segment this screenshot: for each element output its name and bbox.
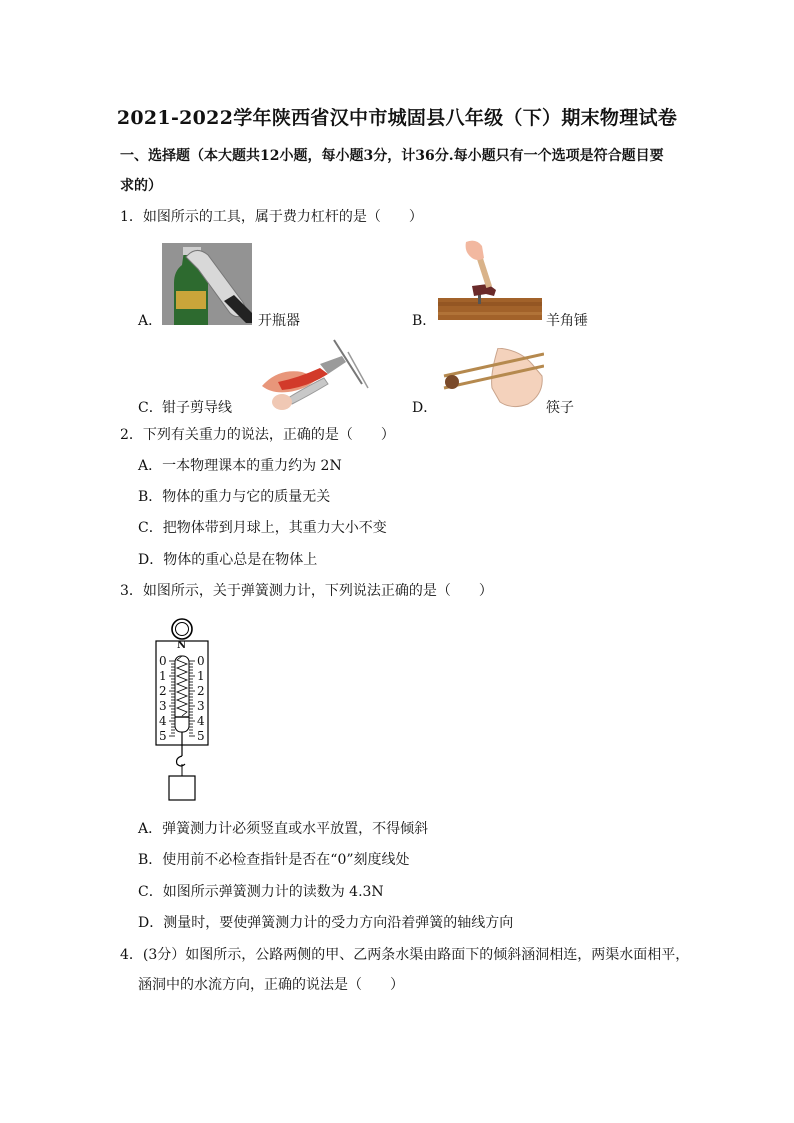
q1-option-a-caption: 开瓶器 bbox=[258, 313, 300, 329]
claw-hammer-image bbox=[438, 238, 542, 322]
q3-option-d: D．测量时，要使弹簧测力计的受力方向沿着弹簧的轴线方向 bbox=[138, 915, 514, 931]
q1-option-b-caption: 羊角锤 bbox=[546, 313, 588, 329]
q2-option-a: A．一本物理课本的重力约为 2N bbox=[138, 458, 342, 474]
question-2-stem: 2．下列有关重力的说法，正确的是（ ） bbox=[120, 427, 395, 443]
q2-option-d: D．物体的重心总是在物体上 bbox=[138, 552, 318, 568]
spring-scale-left-label-1: 1 bbox=[159, 669, 167, 683]
section-header-line2: 求的） bbox=[120, 178, 162, 194]
spring-scale-right-label-1: 1 bbox=[197, 669, 205, 683]
question-3-stem: 3．如图所示，关于弹簧测力计，下列说法正确的是（ ） bbox=[120, 583, 493, 599]
spring-scale-right-label-0: 0 bbox=[197, 654, 205, 668]
q3-option-b: B．使用前不必检查指针是否在“0”刻度线处 bbox=[138, 852, 410, 868]
question-4-stem-line1: 4．(3分）如图所示，公路两侧的甲、乙两条水渠由路面下的倾斜涵洞相连，两渠水面相平， bbox=[120, 947, 690, 963]
spring-scale-left-label-0: 0 bbox=[159, 654, 167, 668]
q1-option-a-letter: A． bbox=[138, 313, 163, 329]
q1-option-c-letter: C． bbox=[138, 400, 163, 416]
spring-scale-unit: N bbox=[177, 640, 187, 651]
spring-scale-left-label-2: 2 bbox=[159, 684, 167, 698]
q3-option-a: A．弹簧测力计必须竖直或水平放置，不得倾斜 bbox=[138, 821, 429, 837]
spring-scale-right-label-3: 3 bbox=[197, 699, 205, 713]
spring-scale-left-label-4: 4 bbox=[159, 714, 167, 728]
q2-option-c: C．把物体带到月球上，其重力大小不变 bbox=[138, 520, 387, 536]
page-title: 2021-2022学年陕西省汉中市城固县八年级（下）期末物理试卷 bbox=[116, 107, 678, 129]
bottle-opener-image bbox=[162, 243, 252, 325]
spring-scale-right-label-2: 2 bbox=[197, 684, 205, 698]
q1-option-d-letter: D． bbox=[412, 400, 438, 416]
q3-option-c: C．如图所示弹簧测力计的读数为 4.3N bbox=[138, 884, 384, 900]
chopsticks-image bbox=[440, 348, 544, 410]
q1-option-c-caption: 钳子剪导线 bbox=[162, 400, 232, 416]
spring-scale-figure bbox=[155, 616, 211, 806]
question-1-stem: 1．如图所示的工具，属于费力杠杆的是（ ） bbox=[120, 209, 423, 225]
section-header-line1: 一、选择题（本大题共12小题，每小题3分，计36分.每小题只有一个选项是符合题目要 bbox=[120, 148, 664, 164]
spring-scale-right-label-5: 5 bbox=[197, 729, 205, 743]
q1-option-d-caption: 筷子 bbox=[546, 400, 574, 416]
q1-option-b-letter: B． bbox=[412, 313, 437, 329]
spring-scale-right-label-4: 4 bbox=[197, 714, 205, 728]
q2-option-b: B．物体的重力与它的质量无关 bbox=[138, 489, 331, 505]
question-4-stem-line2: 涵洞中的水流方向，正确的说法是（ ） bbox=[138, 977, 404, 993]
spring-scale-left-label-5: 5 bbox=[159, 729, 167, 743]
pliers-cutting-wire-image bbox=[258, 338, 370, 414]
spring-scale-left-label-3: 3 bbox=[159, 699, 167, 713]
